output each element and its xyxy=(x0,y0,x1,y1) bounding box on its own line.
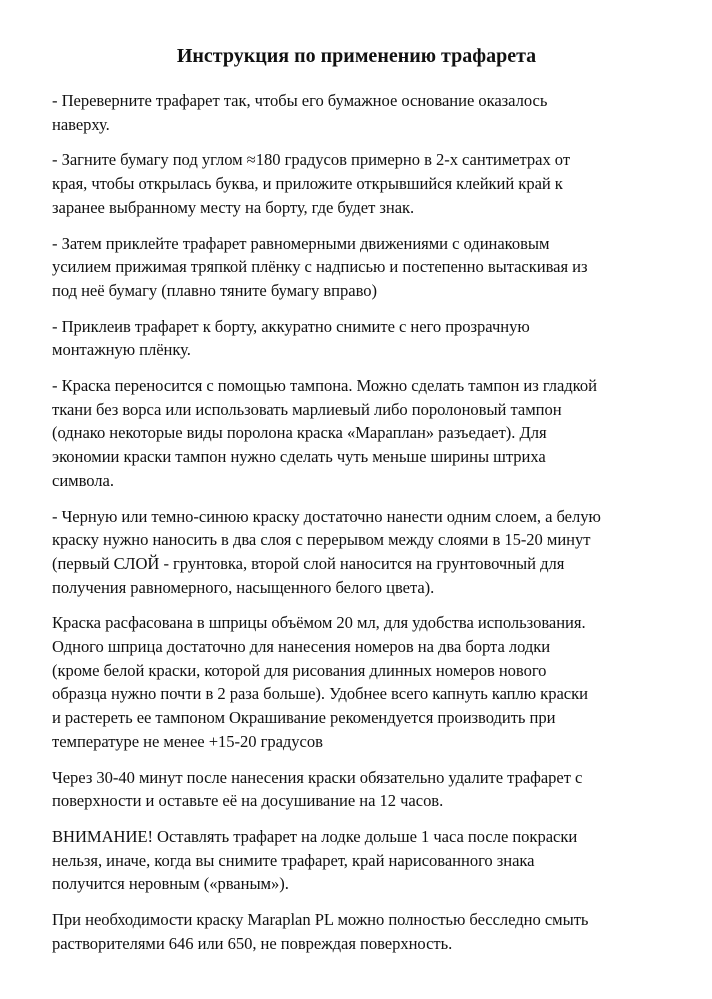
text-line: ВНИМАНИЕ! Оставлять трафарет на лодке дольше 1 часа после покраски xyxy=(52,826,578,846)
text-line: При необходимости краску Maraplan PL можно полностью бесследно смыть xyxy=(52,910,589,930)
paragraph-remove-film xyxy=(52,315,656,362)
text-line: получения равномерного, насыщенного белого цвета). xyxy=(52,577,435,597)
document-title: Инструкция по применению трафарета xyxy=(176,45,537,67)
text-line: (однако некоторые виды поролона краска «Мараплан» разъедает). Для xyxy=(52,423,547,443)
text-line: ткани без ворса или использовать марлиевый либо поролоновый тампон xyxy=(52,399,562,419)
paragraph-drying xyxy=(52,766,656,813)
paragraph-tampon xyxy=(52,374,656,493)
text-line: нельзя, иначе, когда вы снимите трафарет, край нарисованного знака xyxy=(52,850,535,870)
paragraph-solvent xyxy=(52,908,656,955)
paragraph-paint-layers xyxy=(52,505,656,600)
text-line: получится неровным («рваным»). xyxy=(52,874,289,894)
text-line: - Краска переносится с помощью тампона. Можно сделать тампон из гладкой xyxy=(52,376,597,396)
text-line: и растереть ее тампоном Окрашивание рекомендуется производить при xyxy=(52,708,556,728)
paragraph-apply-stencil xyxy=(52,232,656,303)
paragraph-syringes xyxy=(52,611,656,753)
paragraph-warning xyxy=(52,825,656,896)
text-line: Одного шприца достаточно для нанесения номеров на два борта лодки xyxy=(52,637,551,657)
text-line: растворителями 646 или 650, не повреждая поверхность. xyxy=(52,933,453,953)
paragraph-flip-stencil xyxy=(52,89,656,136)
text-line: образца нужно почти в 2 раза больше). Удобнее всего капнуть каплю краски xyxy=(52,684,588,704)
text-line: - Загните бумагу под углом ≈180 градусов примерно в 2-х сантиметрах от xyxy=(52,150,571,170)
text-line: наверху. xyxy=(52,114,110,134)
text-line: краску нужно наносить в два слоя с перерывом между слоями в 15-20 минут xyxy=(52,530,591,550)
text-line: (кроме белой краски, которой для рисования длинных номеров нового xyxy=(52,660,547,680)
text-line: температуре не менее +15-20 градусов xyxy=(52,731,323,751)
text-line: Краска расфасована в шприцы объёмом 20 мл, для удобства использования. xyxy=(52,613,586,633)
text-line: заранее выбранному месту на борту, где будет знак. xyxy=(52,197,415,217)
text-line: усилием прижимая тряпкой плёнку с надписью и постепенно вытаскивая из xyxy=(52,257,588,277)
text-line: монтажную плёнку. xyxy=(52,340,191,360)
text-line: - Переверните трафарет так, чтобы его бумажное основание оказалось xyxy=(52,91,548,110)
text-line: символа. xyxy=(52,470,114,490)
text-line: поверхности и оставьте её на досушивание на 12 часов. xyxy=(52,791,444,811)
paragraph-fold-paper xyxy=(52,148,656,219)
text-line: (первый СЛОЙ - грунтовка, второй слой наносится на грунтовочный для xyxy=(52,553,565,573)
text-line: Через 30-40 минут после нанесения краски обязательно удалите трафарет с xyxy=(52,767,583,787)
text-line: - Черную или темно-синюю краску достаточно нанести одним слоем, а белую xyxy=(52,506,601,526)
text-line: - Затем приклейте трафарет равномерными движениями с одинаковым xyxy=(52,233,550,253)
text-line: под неё бумагу (плавно тяните бумагу вправо) xyxy=(52,280,377,300)
text-line: экономии краски тампон нужно сделать чуть меньше ширины штриха xyxy=(52,447,546,467)
text-line: края, чтобы открылась буква, и приложите открывшийся клейкий край к xyxy=(52,174,563,194)
text-line: - Приклеив трафарет к борту, аккуратно снимите с него прозрачную xyxy=(52,316,530,336)
